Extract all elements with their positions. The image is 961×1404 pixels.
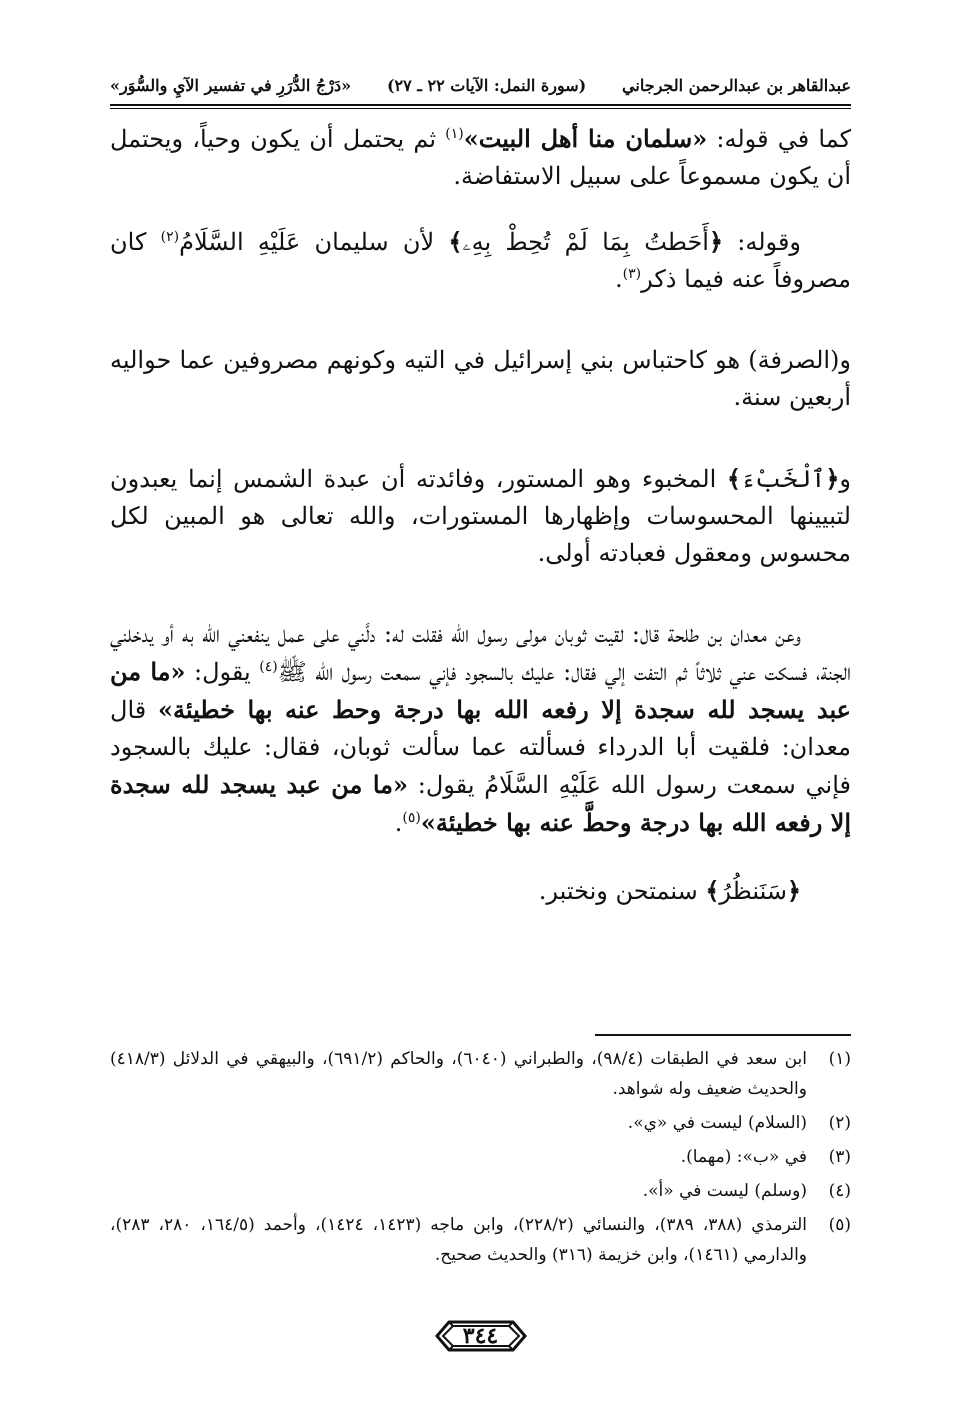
header-author: عبدالقاهر بن عبدالرحمن الجرجاني <box>622 75 851 95</box>
header-divider <box>110 104 851 106</box>
quran-bracket-open: ﴿ <box>825 464 840 493</box>
quran-bracket-close: ﴾ <box>705 876 720 905</box>
paragraph-5: وعن معدان بن طلحة قال: لقيت ثوبان مولى رسول الله فقلت له: دلَّني على عمل ينفعني الله به أو يدخلني الجنة، فسكت عني ثلاثاً ثم التفت إلي فقال: عليك بالسجود فإني سمعت رسول الله ﷺ$^{(٤)}$ يقول: «ما من عبد يسجد لله سجدة إلا رفعه الله بها درجة وحط عنه بها خطيئة» قال معدان: فلقيت أبا الدرداء فسألته عما سألت ثوبان، فقال: عليك بالسجود فإني سمعت رسول الله عَلَيْهِ السَّلَامُ يقول: «ما من عبد يسجد لله سجدة إلا رفعه الله بها درجة وحطَّ عنه بها خطيئة»$^{(٥)}$. <box>110 620 852 837</box>
page-number-area <box>0 1316 961 1356</box>
footnote-text: في «ب»: (مهما). <box>680 1147 807 1167</box>
footnote-item <box>110 1108 851 1138</box>
hadith-quote: «ما من عبد يسجد لله سجدة إلا رفعه الله بها درجة وحطَّ عنه بها خطيئة» <box>110 770 851 837</box>
footnote-ref: (١) <box>445 126 464 142</box>
paragraph-3: و(الصرفة) هو كاحتباس بني إسرائيل في التيه وكونهم مصروفين عما حواليه أربعين سنة. <box>110 346 851 411</box>
footnote-number: (١) <box>828 1049 851 1069</box>
hadith-quote: «سلمان منا أهل البيت» <box>463 124 708 153</box>
quran-verse: أَحَطتُ بِمَا لَمْ تُحِطْ بِهِۦ <box>462 228 709 256</box>
footnote-divider <box>595 1034 851 1036</box>
footnotes <box>110 1044 851 1274</box>
footnote-text: ابن سعد في الطبقات (٩٨/٤)، والطبراني (٦٠٤٠)، والحاكم (٦٩١/٢)، والبيهقي في الدلائل (٤١٨/٣) والحديث ضعيف وله شواهد. <box>110 1049 807 1099</box>
honorific-glyph: عَلَيْهِ السَّلَامُ <box>179 228 301 256</box>
header-section: (سورة النمل: الآيات ٢٢ ـ ٢٧) <box>386 75 587 95</box>
paragraph-6: ﴿سَنَنظُرُ﴾ سنمتحن ونختبر. <box>538 876 801 905</box>
footnote-number: (٤) <box>828 1181 851 1201</box>
quran-bracket-open: ﴿ <box>786 876 801 905</box>
page-number: ٣٤٤ <box>462 1323 499 1349</box>
footnote-item <box>110 1044 851 1104</box>
running-header <box>110 68 851 102</box>
footnote-ref: (٤) <box>259 659 278 675</box>
footnote-ref: (٥) <box>402 810 421 826</box>
header-book-title: «دَرْجُ الدُّرَرِ في تفسير الآيِ والسُّوَر» <box>110 75 352 95</box>
quran-verse: سَنَنظُرُ <box>719 877 787 905</box>
quran-verse: ٱلْخَبْءَ <box>740 465 826 493</box>
footnote-ref: (٢) <box>160 229 180 245</box>
footnote-text: (وسلم) ليست في «أ». <box>642 1181 807 1201</box>
footnote-item <box>110 1142 851 1172</box>
footnote-text: (السلام) ليست في «ي». <box>627 1113 807 1133</box>
honorific-glyph: عَلَيْهِ السَّلَامُ <box>484 771 601 799</box>
page-number-badge <box>433 1316 529 1356</box>
quran-bracket-close: ﴾ <box>448 227 463 256</box>
paragraph-1: كما في قوله: «سلمان منا أهل البيت»$^{(١)}$ ثم يحتمل أن يكون وحياً، ويحتمل أن يكون مسموعاً على سبيل الاستفاضة. <box>110 124 851 190</box>
paragraph-2: وقوله: ﴿أَحَطتُ بِمَا لَمْ تُحِطْ بِهِۦ﴾ لأن سليمان عَلَيْهِ السَّلَامُ$^{(٢)}$ كان مصروفاً عنه فيما ذكر$^{(٣)}$. <box>110 227 851 293</box>
footnote-number: (٢) <box>828 1113 851 1133</box>
footnote-number: (٥) <box>828 1215 851 1235</box>
footnote-text: الترمذي (٣٨٨، ٣٨٩)، والنسائي (٢٢٨/٢)، وابن ماجه (١٤٢٣، ١٤٢٤)، وأحمد (١٦٤/٥، ٢٨٠، ٢٨٣)، والدارمي (١٤٦١)، وابن خزيمة (٣١٦) والحديث صحيح. <box>110 1215 808 1265</box>
quran-bracket-close: ﴾ <box>726 464 741 493</box>
paragraph-4: و﴿ٱلْخَبْءَ﴾ المخبوء وهو المستور، وفائدته أن عبدة الشمس إنما يعبدون لتبيينها المحسوسات وإظهارها المستورات، والله تعالى هو المبين لكل محسوس ومعقول فعبادته أولى. <box>110 464 851 567</box>
honorific-glyph: ﷺ <box>277 658 307 686</box>
quran-bracket-open: ﴿ <box>708 227 724 256</box>
main-text <box>110 120 851 938</box>
footnote-ref: (٣) <box>622 266 642 282</box>
hadith-quote: «ما من عبد يسجد لله سجدة إلا رفعه الله بها درجة وحط عنه بها خطيئة» <box>110 657 852 724</box>
header-divider-thin <box>110 108 851 109</box>
footnote-number: (٣) <box>828 1147 851 1167</box>
footnote-item <box>110 1210 851 1270</box>
footnote-item <box>110 1176 851 1206</box>
